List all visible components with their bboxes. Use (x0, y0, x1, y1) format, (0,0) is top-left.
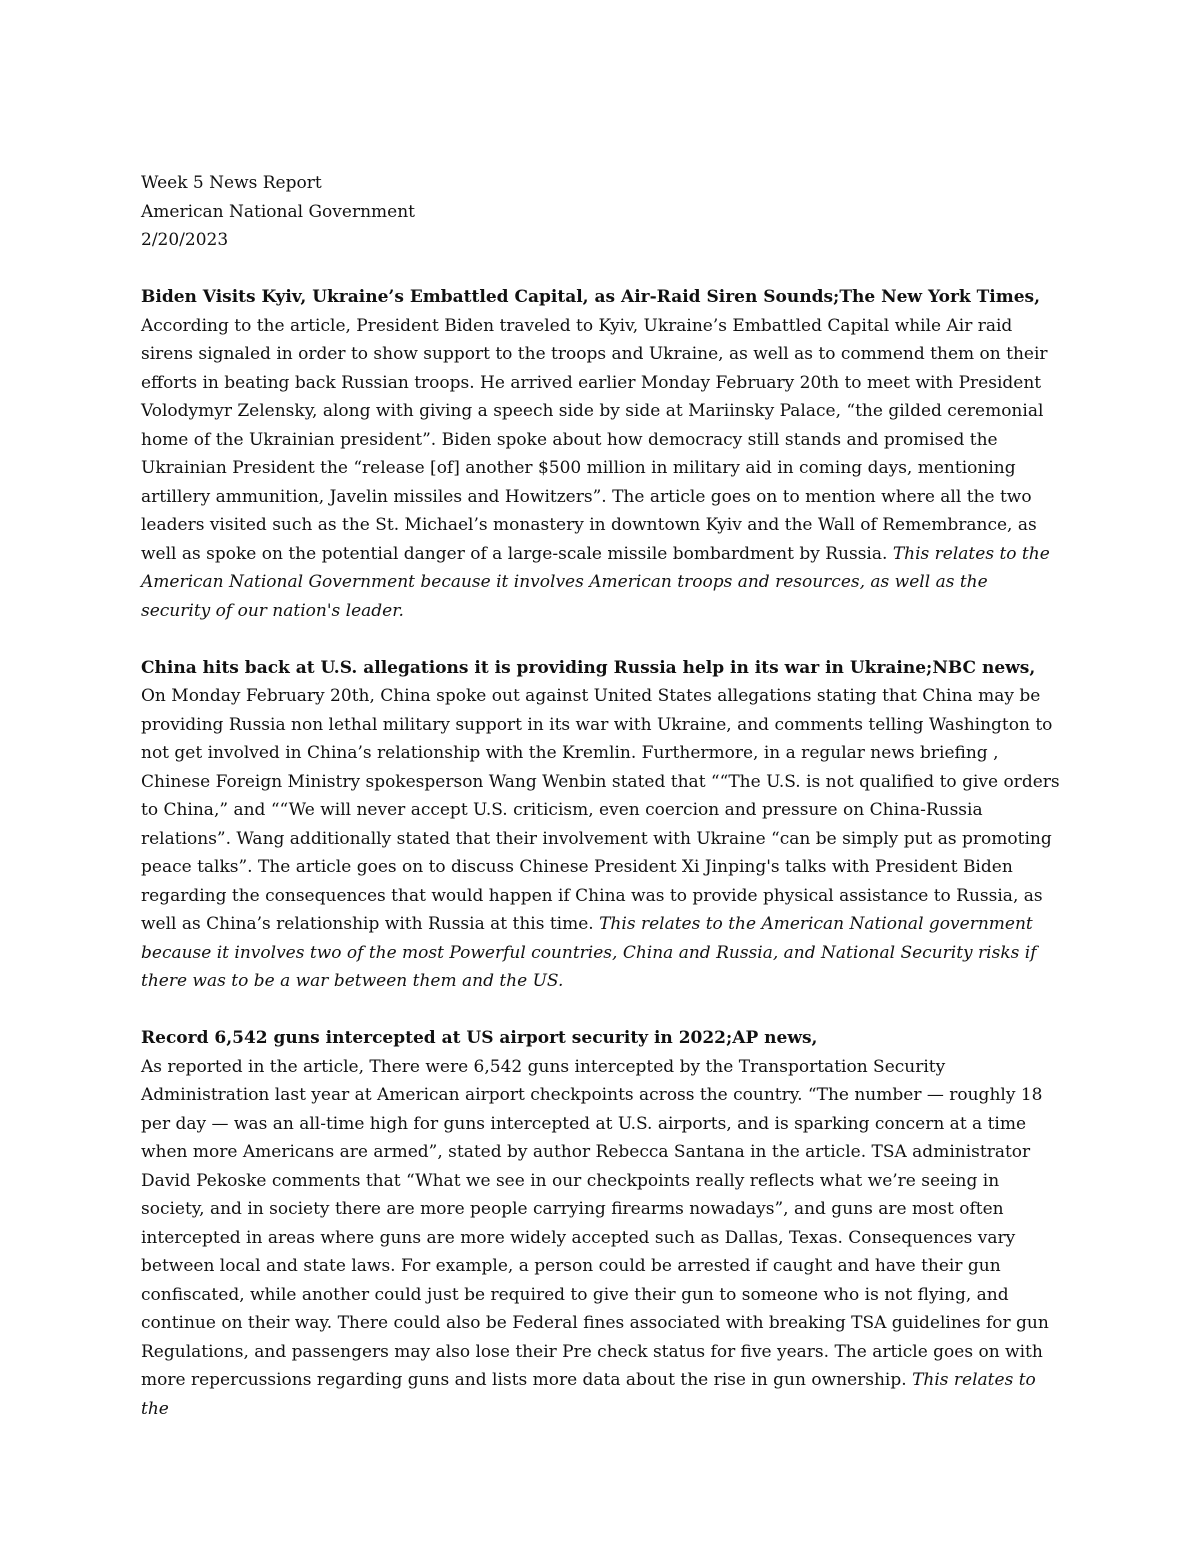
relevance-statement: This relates to the (141, 1370, 1036, 1419)
news-section-1 (141, 283, 1061, 625)
article-summary (141, 312, 1061, 626)
news-section-3 (141, 1024, 1061, 1423)
report-title: Week 5 News Report (141, 173, 322, 193)
summary-text: As reported in the article, There were 6,542 guns intercepted by the Transportation Security Administration last year at American airport checkpoints across the country. “The number — roughly 18 per day — was an all-time high for guns intercepted at U.S. airports, and is sparking concern at a time when more Americans are armed”, stated by author Rebecca Santana in the article. TSA administrator David Pekoske comments that “What we see in our checkpoints really reflects what we’re seeing in society, and in society there are more people carrying firearms nowadays”, and guns are most often intercepted in areas where guns are more widely accepted such as Dallas, Texas. Consequences vary between local and state laws. For example, a person could be arrested if caught and have their gun confiscated, while another could just be required to give their gun to someone who is not flying, and continue on their way. There could also be Federal fines associated with breaking TSA guidelines for gun Regulations, and passengers may also lose their Pre check status for five years. The article goes on with more repercussions regarding guns and lists more data about the rise in gun ownership. (141, 1056, 1049, 1390)
article-title: China hits back at U.S. allegations it is providing Russia help in its war in Ukraine;NBC news, (141, 657, 1036, 678)
report-date: 2/20/2023 (141, 230, 229, 250)
article-title: Biden Visits Kyiv, Ukraine’s Embattled Capital, as Air-Raid Siren Sounds;The New York Times, (141, 287, 1041, 307)
news-section-2 (141, 654, 1061, 996)
relevance-statement: This relates to the American National Government because it involves American troops and resources, as well as the security of our nation's leader. (141, 543, 1050, 621)
summary-text: On Monday February 20th, China spoke out against United States allegations stating that China may be providing Russia non lethal military support in its war with Ukraine, and comments telling Washington to not get involved in China’s relationship with the Kremlin. Furthermore, in a regular news briefing , Chinese Foreign Ministry spokesperson Wang Wenbin stated that ““The U.S. is not qualified to give orders to China,” and ““We will never accept U.S. criticism, even coercion and pressure on China-Russia relations”. Wang additionally stated that their involvement with Ukraine “can be simply put as promoting peace talks”. The article goes on to discuss Chinese President Xi Jinping's talks with President Biden regarding the consequences that would happen if China was to provide physical assistance to Russia, as well as China’s relationship with Russia at this time. (141, 686, 1060, 934)
summary-text: According to the article, President Biden traveled to Kyiv, Ukraine’s Embattled Capital while Air raid sirens signaled in order to show support to the troops and Ukraine, as well as to commend them on their efforts in beating back Russian troops. He arrived earlier Monday February 20th to meet with President Volodymyr Zelensky, along with giving a speech side by side at Mariinsky Palace, “the gilded ceremonial home of the Ukrainian president”. Biden spoke about how democracy still stands and promised the Ukrainian President the “release [of] another $500 million in military aid in coming days, mentioning artillery ammunition, Javelin missiles and Howitzers”. The article goes on to mention where all the two leaders visited such as the St. Michael’s monastery in downtown Kyiv and the Wall of Remembrance, as well as spoke on the potential danger of a large-scale missile bombardment by Russia. (141, 315, 1048, 564)
document-header (141, 169, 1061, 255)
relevance-statement: This relates to the American National government because it involves two of the most Powerful countries, China and Russia, and National Security risks if there was to be a war between them and the US. (141, 914, 1037, 991)
course-name: American National Government (141, 201, 415, 222)
article-summary (141, 682, 1061, 996)
document-page (141, 169, 1061, 1423)
article-title: Record 6,542 guns intercepted at US airport security in 2022;AP news, (141, 1028, 818, 1048)
article-summary (141, 1053, 1061, 1424)
